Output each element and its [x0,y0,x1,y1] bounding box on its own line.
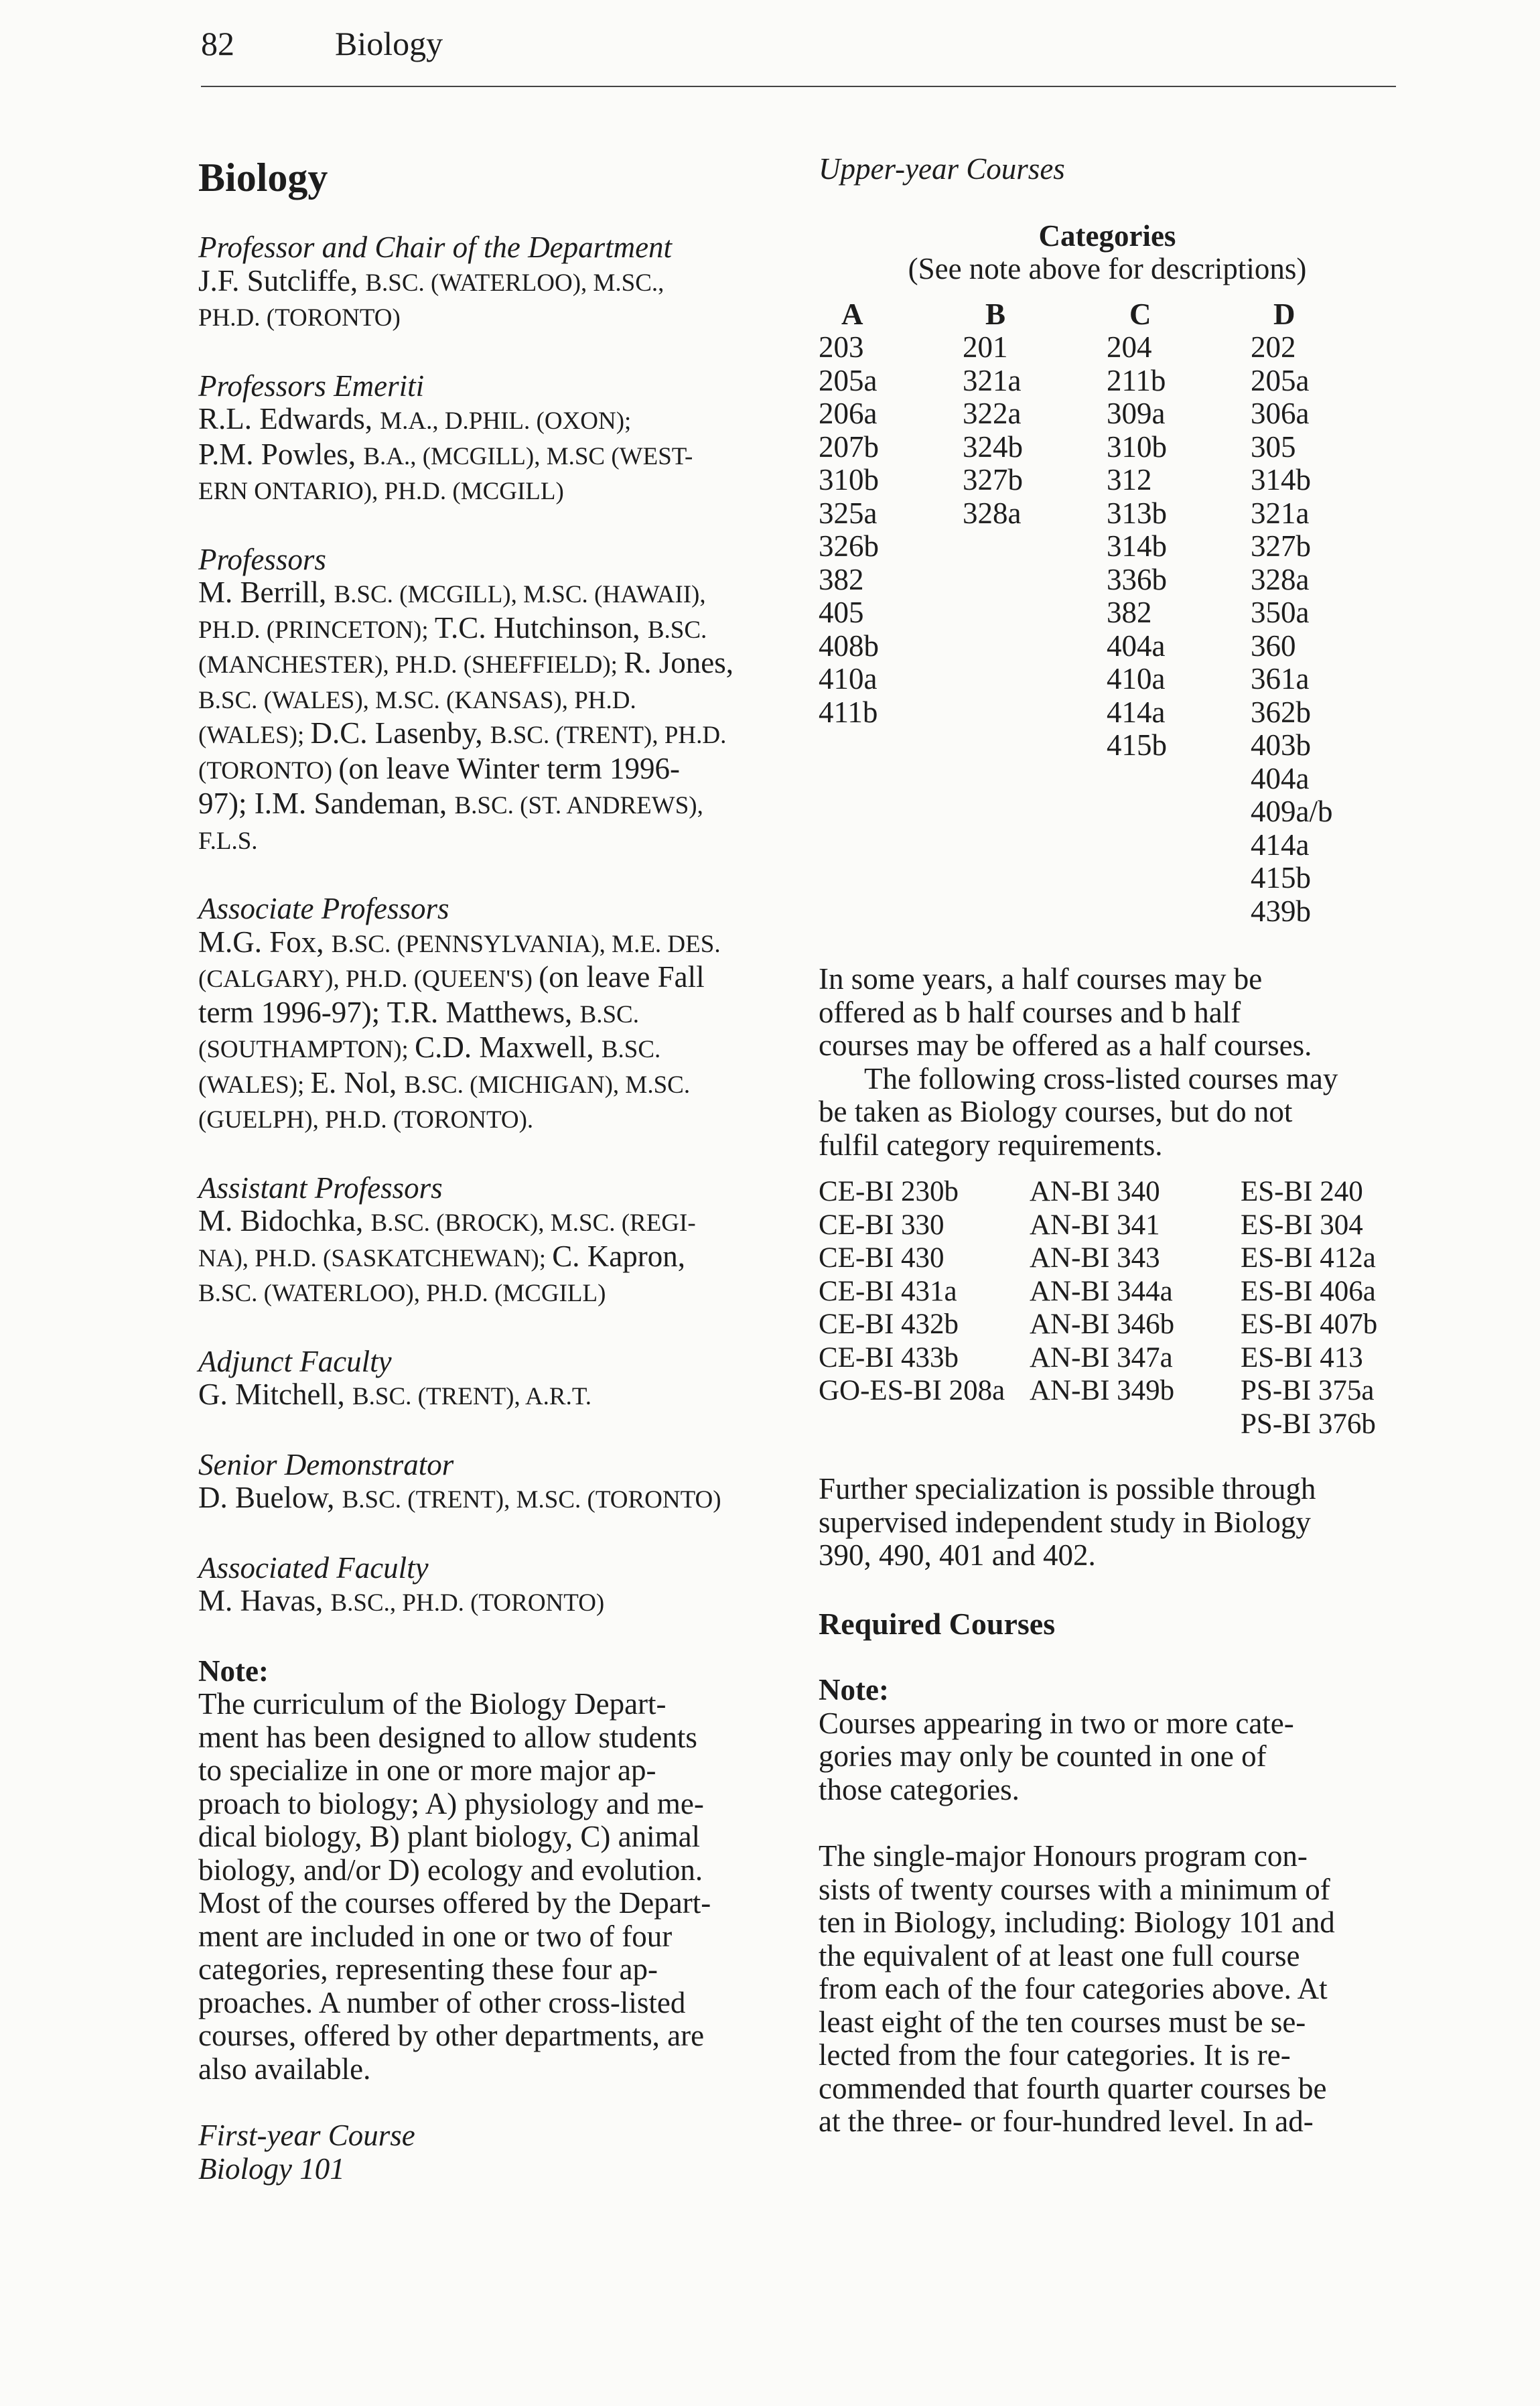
faculty-credentials: (MANCHESTER), PH.D. (SHEFFIELD); [198,651,624,679]
crosslisted-column [1241,1175,1396,1441]
course-code: 321a [963,363,1022,397]
faculty-line [198,996,780,1032]
faculty-name: J.F. Sutcliffe, [198,263,366,297]
paragraph-line: from each of the four categories above. At [819,1972,1328,2005]
crosslisted-course: AN-BI 343 [1030,1242,1160,1274]
course-code: 414a [1107,695,1166,729]
crosslisted-course: AN-BI 344a [1030,1275,1173,1307]
faculty-credentials: PH.D. (TORONTO) [198,304,401,332]
course-code: 404a [1251,761,1310,795]
paragraph-line: at the three- or four-hundred level. In ad- [819,2104,1314,2138]
course-code: 336b [1107,562,1167,596]
course-code: 350a [1251,596,1310,629]
crosslisted-course: AN-BI 349b [1030,1375,1175,1406]
crosslisted-course: ES-BI 407b [1241,1309,1378,1340]
category-column-c [1107,298,1251,929]
note-line: Most of the courses offered by the Depart- [198,1886,711,1920]
faculty-credentials: B.SC. (MICHIGAN), M.SC. [404,1071,691,1099]
faculty-line [198,1067,780,1102]
honours-paragraph [819,1840,1396,2139]
note-line: proaches. A number of other cross-listed [198,1985,686,2019]
crosslisted-course: ES-BI 413 [1241,1341,1363,1374]
faculty-credentials: B.SC. (MCGILL), M.SC. (HAWAII), [334,581,706,608]
faculty-name: T.C. Hutchinson, [434,610,648,645]
category-heading: A [841,297,863,331]
page-header [201,12,1396,87]
faculty-name: D.C. Lasenby, [310,716,490,750]
course-code: 410a [1107,662,1166,695]
first-year-course: Biology 101 [198,2151,345,2186]
faculty-credentials: (TORONTO) [198,756,339,785]
course-code: 202 [1251,330,1296,364]
faculty-name: C. Kapron, [552,1239,686,1273]
course-code: 382 [1107,596,1152,629]
course-code: 322a [963,397,1022,430]
faculty-role: Professor and Chair of the Department [198,230,673,264]
faculty-line [198,1205,780,1240]
faculty-credentials: (CALGARY), PH.D. (QUEEN'S) [198,965,539,993]
faculty-group-adjunct [198,1345,780,1414]
course-code: 328a [963,496,1022,530]
categories-title: Categories [1038,218,1176,253]
crosslisted-column [1030,1175,1241,1441]
faculty-credentials: B.SC. [579,1000,639,1028]
faculty-line [198,787,780,823]
note-line: ment has been designed to allow students [198,1720,697,1754]
note2-heading: Note: [819,1673,889,1707]
paragraph-line: fulfil category requirements. [819,1128,1163,1162]
paragraph-line: 390, 490, 401 and 402. [819,1538,1096,1572]
note-line: proach to biology; A) physiology and me- [198,1786,704,1820]
course-code: 414a [1251,827,1310,862]
crosslisted-course: PS-BI 376b [1241,1408,1376,1440]
faculty-line [198,961,780,996]
categories-table [819,298,1396,929]
course-code: 313b [1107,496,1167,530]
note-line: gories may only be counted in one of [819,1739,1267,1773]
faculty-role: Associated Faculty [198,1550,429,1585]
faculty-credentials: (WALES); [198,722,311,749]
course-code: 201 [963,330,1008,364]
course-code: 415b [1107,728,1167,762]
left-column [198,147,780,2186]
faculty-group-associate [198,892,780,1137]
crosslisted-course: CE-BI 432b [819,1309,959,1340]
faculty-role: Associate Professors [198,892,449,925]
note-line: dical biology, B) plant biology, C) animal [198,1820,701,1853]
course-code: 403b [1251,728,1311,762]
course-code: 408b [819,628,879,663]
faculty-group-chair [198,231,780,335]
category-heading: D [1273,297,1296,331]
faculty-line [198,1481,780,1517]
categories-subtitle: (See note above for descriptions) [908,252,1307,285]
course-code: 405 [819,596,864,629]
faculty-line [198,1101,780,1137]
course-code: 325a [819,496,878,530]
course-code: 305 [1251,429,1296,464]
faculty-credentials: ERN ONTARIO), PH.D. (MCGILL) [198,478,564,505]
further-paragraph [819,1473,1396,1573]
faculty-credentials: B.A., (MCGILL), M.SC (WEST- [363,442,693,470]
faculty-credentials: B.SC. (WALES), M.SC. (KANSAS), PH.D. [198,686,636,714]
faculty-name: R. Jones, [624,646,733,679]
crosslisted-course: ES-BI 240 [1241,1176,1363,1207]
paragraph-line: The single-major Honours program con- [819,1839,1308,1873]
crosslisted-column [819,1175,1030,1441]
faculty-credentials: B.SC. [601,1036,661,1063]
course-code: 382 [819,562,864,596]
category-column-b [963,298,1107,929]
crosslisted-course: PS-BI 375a [1241,1375,1375,1406]
paragraph-line: The following cross-listed courses may [864,1061,1338,1095]
course-code: 309a [1107,397,1166,430]
crosslisted-course: AN-BI 346b [1030,1309,1175,1340]
note-line: biology, and/or D) ecology and evolution. [198,1853,703,1887]
faculty-name: M. Havas, [198,1584,331,1617]
faculty-credentials: M.A., D.PHIL. (OXON); [380,407,632,435]
faculty-group-professors [198,543,780,858]
course-code: 361a [1251,662,1310,695]
faculty-credentials: B.SC. (ST. ANDREWS), [454,792,703,819]
course-code: 314b [1251,463,1311,496]
paragraph-line: ten in Biology, including: Biology 101 and [819,1906,1335,1939]
note-line: Courses appearing in two or more cate- [819,1706,1294,1740]
faculty-group-associated [198,1552,780,1620]
crosslisted-course: AN-BI 341 [1030,1209,1160,1241]
faculty-name: 97); I.M. Sandeman, [198,787,455,820]
paragraph-line: Further specialization is possible through [819,1472,1316,1506]
crosslisted-course: ES-BI 304 [1241,1209,1363,1241]
required-courses-heading: Required Courses [819,1606,1056,1641]
categories-note [819,1707,1396,1807]
faculty-list [198,231,780,1620]
course-code: 415b [1251,861,1311,894]
course-code: 203 [819,330,864,364]
paragraph-line: be taken as Biology courses, but do not [819,1095,1293,1128]
upper-year-heading: Upper-year Courses [819,152,1065,186]
faculty-line [198,1275,780,1311]
category-heading: B [985,297,1006,331]
faculty-line [198,926,780,961]
faculty-name: (on leave Fall [539,960,705,994]
faculty-name: M. Berrill, [198,576,334,609]
note-line: The curriculum of the Biology Depart- [198,1687,667,1721]
course-code: 362b [1251,695,1311,729]
faculty-name: D. Buelow, [198,1481,342,1514]
crosslisted-course: CE-BI 433b [819,1341,959,1374]
faculty-line [198,823,780,858]
faculty-line [198,647,780,682]
note-line: also available. [198,2052,371,2086]
faculty-line [198,265,780,300]
course-code: 211b [1107,363,1166,397]
faculty-line [198,682,780,718]
note-line: to specialize in one or more major ap- [198,1753,656,1787]
halfcourse-paragraph [819,963,1396,1063]
crosslisted-course: GO-ES-BI 208a [819,1375,1005,1406]
faculty-credentials: B.SC. [647,616,707,644]
faculty-credentials: F.L.S. [198,827,258,855]
course-code: 207b [819,429,879,464]
paragraph-line: least eight of the ten courses must be se- [819,2005,1306,2039]
course-code: 314b [1107,529,1167,563]
course-code: 439b [1251,894,1311,928]
course-code: 310b [1107,429,1167,464]
faculty-name: G. Mitchell, [198,1378,352,1411]
paragraph-line: supervised independent study in Biology [819,1505,1311,1539]
faculty-line [198,752,780,788]
crosslisted-course: ES-BI 412a [1241,1242,1376,1274]
course-code: 327b [963,463,1023,496]
course-code: 206a [819,397,878,430]
faculty-group-assistant [198,1172,780,1311]
faculty-credentials: B.SC. (PENNSYLVANIA), M.E. DES. [331,930,721,958]
faculty-credentials: B.SC. (WATERLOO), M.SC., [365,269,664,297]
course-code: 324b [963,429,1023,464]
faculty-credentials: B.SC. (BROCK), M.SC. (REGI- [370,1209,696,1237]
note-line: courses, offered by other departments, are [198,2019,705,2052]
course-code: 321a [1251,496,1310,530]
crosslisted-course: CE-BI 230b [819,1176,959,1207]
note-line: categories, representing these four ap- [198,1952,658,1986]
paragraph-line: sists of twenty courses with a minimum of [819,1872,1330,1906]
faculty-name: (on leave Winter term 1996- [338,751,681,785]
faculty-name: term 1996-97); T.R. Matthews, [198,995,580,1029]
faculty-credentials: (WALES); [198,1071,311,1099]
paragraph-line: courses may be offered as a half courses. [819,1028,1312,1062]
paragraph-line: commended that fourth quarter courses be [819,2071,1327,2105]
faculty-line [198,1585,780,1620]
crosslist-paragraph [819,1063,1396,1162]
faculty-credentials: (SOUTHAMPTON); [198,1036,415,1063]
faculty-role: Assistant Professors [198,1171,443,1205]
course-code: 312 [1107,463,1152,496]
course-code: 328a [1251,562,1310,596]
faculty-line [198,403,780,438]
faculty-credentials: B.SC. (TRENT), PH.D. [490,722,727,749]
paragraph-line: the equivalent of at least one full course [819,1938,1300,1973]
right-column [819,147,1396,2172]
faculty-credentials: B.SC. (WATERLOO), PH.D. (MCGILL) [198,1280,606,1307]
page-number: 82 [201,25,234,62]
faculty-line [198,1240,780,1276]
faculty-credentials: PH.D. (PRINCETON); [198,616,435,644]
crosslisted-course: CE-BI 431a [819,1275,957,1307]
crosslisted-course: CE-BI 330 [819,1209,944,1241]
course-code: 326b [819,529,879,563]
faculty-name: R.L. Edwards, [198,402,380,436]
first-year-heading: First-year Course [198,2119,415,2152]
course-code: 410a [819,662,878,695]
faculty-line [198,438,780,474]
curriculum-note [198,1688,780,2086]
course-code: 205a [819,363,878,397]
faculty-role: Professors Emeriti [198,369,425,403]
paragraph-line: In some years, a half courses may be [819,962,1263,996]
faculty-name: P.M. Powles, [198,437,364,471]
crosslisted-course: AN-BI 340 [1030,1176,1160,1207]
section-title: Biology [198,155,328,200]
faculty-role: Adjunct Faculty [198,1344,392,1378]
crosslisted-course: CE-BI 430 [819,1242,944,1274]
faculty-line [198,299,780,335]
course-code: 404a [1107,628,1166,663]
faculty-credentials: B.SC. (TRENT), A.R.T. [352,1383,591,1410]
paragraph-line: offered as b half courses and b half [819,995,1241,1029]
crosslisted-table [819,1175,1396,1441]
note-heading: Note: [198,1654,269,1688]
faculty-name: M.G. Fox, [198,925,332,959]
faculty-line [198,473,780,509]
faculty-group-emeriti [198,370,780,509]
faculty-credentials: B.SC., PH.D. (TORONTO) [330,1589,605,1617]
crosslisted-course: ES-BI 406a [1241,1275,1376,1307]
note-line: those categories. [819,1772,1020,1806]
faculty-line [198,1378,780,1414]
running-head: Biology [335,25,443,62]
faculty-name: C.D. Maxwell, [415,1030,602,1064]
faculty-line [198,1031,780,1067]
course-code: 205a [1251,363,1310,397]
faculty-line [198,717,780,752]
faculty-name: E. Nol, [310,1065,405,1099]
category-column-a [819,298,963,929]
course-code: 360 [1251,628,1296,663]
course-code: 327b [1251,529,1311,563]
faculty-line [198,612,780,647]
category-heading: C [1129,297,1151,331]
faculty-line [198,576,780,612]
faculty-role: Senior Demonstrator [198,1447,454,1481]
faculty-group-demonstrator [198,1449,780,1517]
course-code: 306a [1251,397,1310,430]
faculty-credentials: NA), PH.D. (SASKATCHEWAN); [198,1244,553,1272]
note-line: ment are included in one or two of four [198,1919,673,1953]
faculty-role: Professors [198,542,326,576]
faculty-name: M. Bidochka, [198,1204,371,1238]
course-code: 204 [1107,330,1152,364]
course-code: 411b [819,695,878,729]
course-code: 409a/b [1251,795,1333,828]
faculty-credentials: (GUELPH), PH.D. (TORONTO). [198,1106,534,1134]
crosslisted-course: AN-BI 347a [1030,1341,1173,1374]
course-code: 310b [819,463,879,496]
faculty-credentials: B.SC. (TRENT), M.SC. (TORONTO) [342,1486,721,1514]
category-column-d [1251,298,1395,929]
paragraph-line: lected from the four categories. It is re- [819,2038,1291,2072]
